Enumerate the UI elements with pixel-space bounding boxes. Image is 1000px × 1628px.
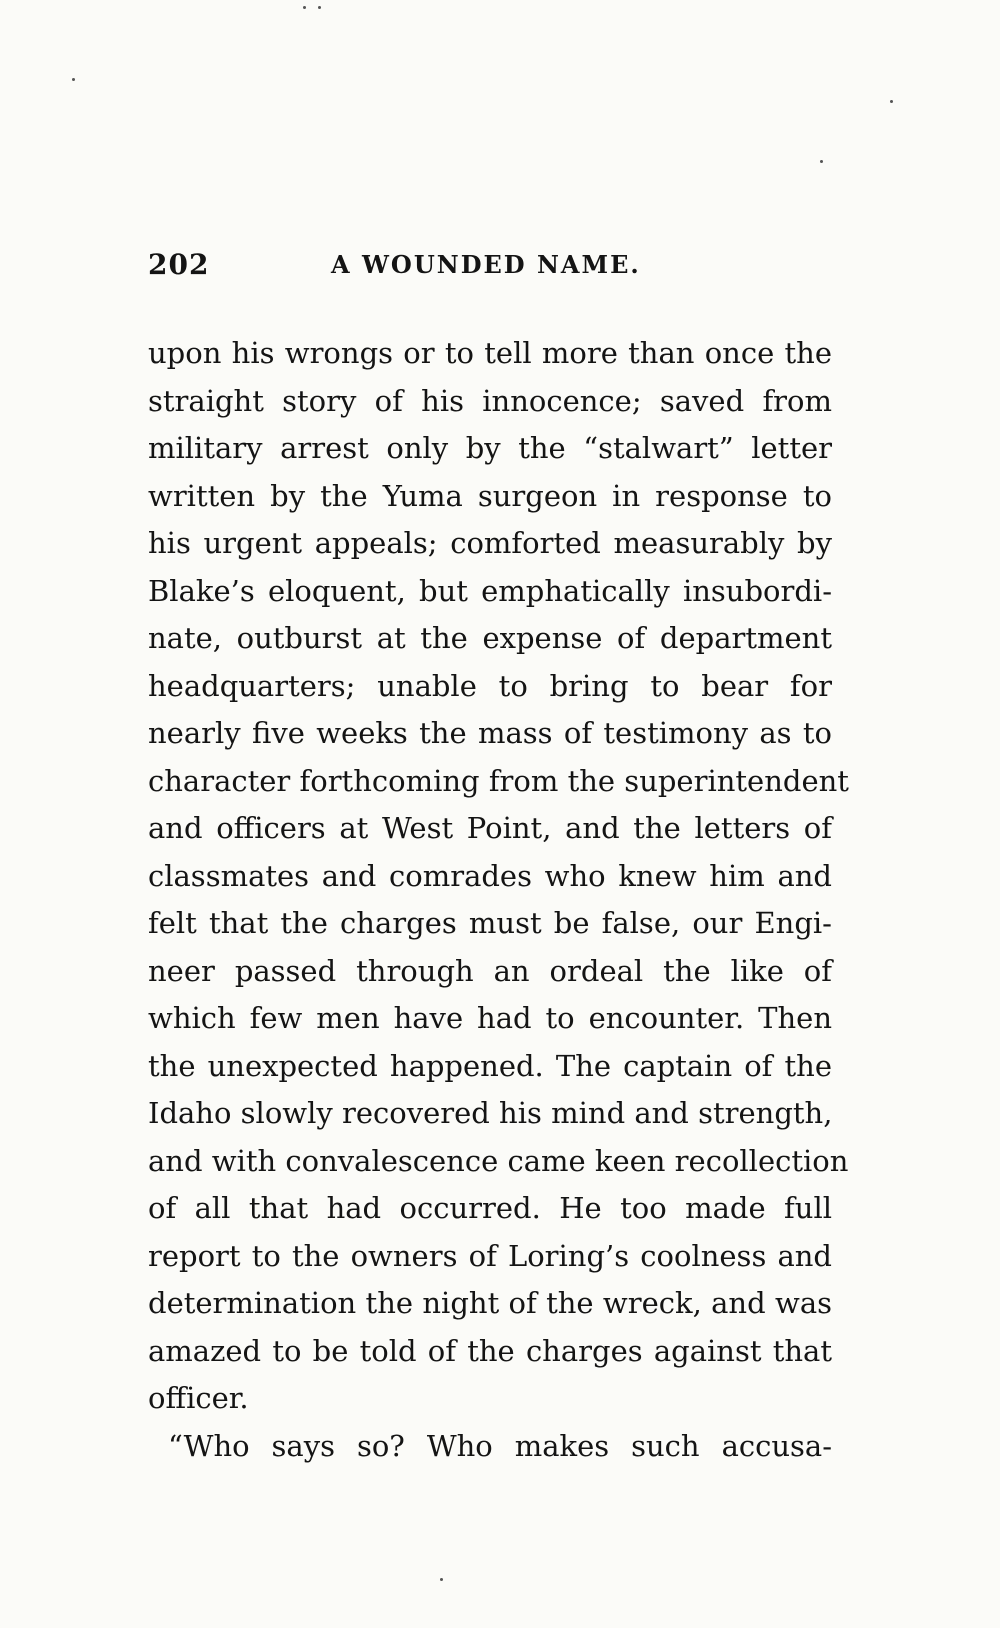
text-line: amazed to be told of the charges against that xyxy=(148,1333,832,1368)
paper-speck xyxy=(72,78,75,81)
text-line: upon his wrongs or to tell more than once the xyxy=(148,336,832,370)
text-line: determination the night of the wreck, and was xyxy=(148,1286,832,1320)
paper-speck xyxy=(440,1578,443,1581)
text-line: “Who says so? Who makes such accusa- xyxy=(168,1428,832,1463)
text-line: nearly five weeks the mass of testimony as to xyxy=(148,716,832,750)
text-line: headquarters; unable to bring to bear for xyxy=(148,668,832,703)
paper-speck xyxy=(303,6,306,9)
text-line: report to the owners of Loring’s coolness and xyxy=(148,1238,832,1273)
text-line: written by the Yuma surgeon in response to xyxy=(148,478,832,513)
text-line: neer passed through an ordeal the like of xyxy=(148,953,832,988)
body-text xyxy=(148,330,849,1470)
text-line: which few men have had to encounter. Then xyxy=(148,1001,832,1035)
page-header xyxy=(148,248,848,288)
text-line: the unexpected happened. The captain of the xyxy=(148,1048,832,1083)
text-line: felt that the charges must be false, our Engi- xyxy=(148,906,832,940)
text-line: character forthcoming from the superintendent xyxy=(148,763,849,798)
text-line: classmates and comrades who knew him and xyxy=(148,858,832,893)
text-line: straight story of his innocence; saved from xyxy=(148,383,832,418)
paper-speck xyxy=(820,160,823,163)
paper-speck xyxy=(318,6,321,9)
text-line: Blake’s eloquent, but emphatically insubordi- xyxy=(148,573,832,608)
paper-speck xyxy=(890,100,893,103)
running-head: A WOUNDED NAME. xyxy=(331,250,641,279)
text-line: nate, outburst at the expense of department xyxy=(148,621,832,655)
text-line: of all that had occurred. He too made full xyxy=(148,1191,832,1225)
page-number: 202 xyxy=(148,248,210,281)
text-line: and with convalescence came keen recollection xyxy=(148,1143,849,1178)
paragraph-end-line: officer. xyxy=(148,1381,249,1415)
text-line: his urgent appeals; comforted measurably by xyxy=(148,526,832,560)
text-line: and officers at West Point, and the letters of xyxy=(148,811,832,845)
text-line: Idaho slowly recovered his mind and strength, xyxy=(148,1096,833,1130)
text-line: military arrest only by the “stalwart” letter xyxy=(148,431,832,465)
